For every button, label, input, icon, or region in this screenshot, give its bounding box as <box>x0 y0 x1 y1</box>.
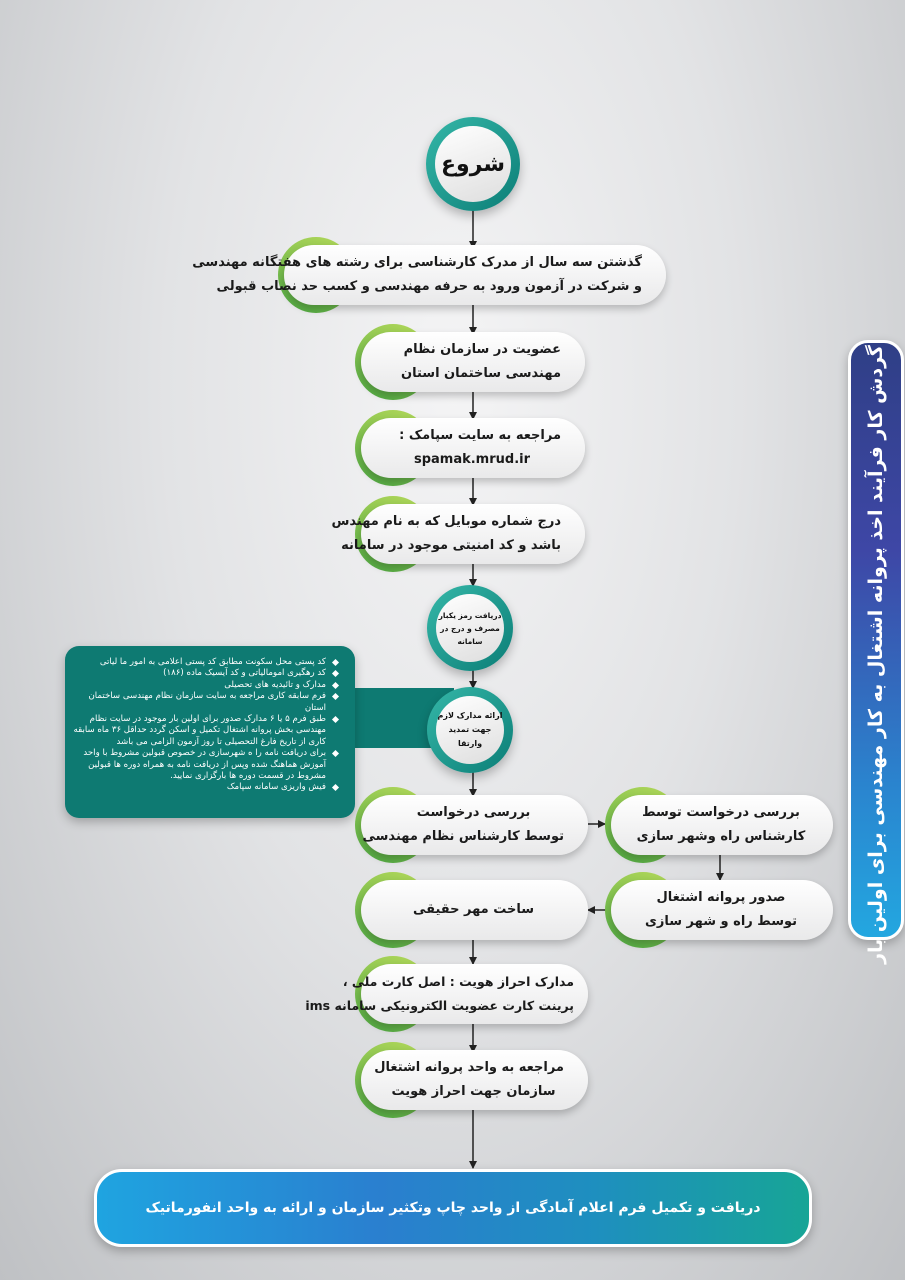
step-identity-documents <box>305 964 588 1024</box>
final-step-text: دریافت و تکمیل فرم اعلام آمادگی از واحد چاپ وتکثیر سازمان و ارائه به واحد انفورماتیک <box>145 1200 761 1216</box>
requirement-item: فرم سابقه کاری مراجعه به سایت سازمان نظام مهندسی ساختمان استان <box>73 691 339 714</box>
side-title-banner <box>848 340 904 964</box>
step-line-1: گذشتن سه سال از مدرک کارشناسی برای رشته های هفتگانه مهندسی <box>192 255 642 270</box>
step-visit-license-unit <box>355 1050 588 1110</box>
step-line-2: توسط راه و شهر سازی <box>644 914 798 929</box>
otp-line-1: دریافت رمز یکبار <box>438 610 502 620</box>
step-line-1: بررسی درخواست توسط <box>642 805 800 820</box>
step-line-2: و شرکت در آزمون ورود به حرفه مهندسی و کسب حد نصاب قبولی <box>216 279 642 294</box>
step-card <box>331 504 585 564</box>
step-enter-mobile <box>331 504 585 564</box>
step-card <box>611 880 833 940</box>
step-review-engineering <box>355 795 588 855</box>
step-card <box>361 1050 588 1110</box>
step-line-2: پرینت کارت عضویت الکترونیکی سامانه ims <box>305 998 574 1013</box>
step-line-1: مراجعه به سایت سپامک : <box>399 428 561 443</box>
requirement-item: کد رهگیری امومالیاتی و کد آیسیک ماده (۱۸۶) <box>73 668 339 679</box>
requirement-item: طبق فرم ۵ یا ۶ مدارک صدور برای اولین بار موجود در سایت نظام مهندسی بخش پروانه اشتغال تکمیل و اسکن گردد حداقل ۳۶ ماه سابقه کاری از تاریخ فارغ التحصیلی تا روز آزمون الزامی می باشد <box>73 714 339 748</box>
step-visit-sepamak <box>355 418 585 478</box>
step-line-1: بررسی درخواست <box>416 805 531 820</box>
step-issue-license <box>605 880 833 940</box>
step-line-2: باشد و کد امنیتی موجود در سامانه <box>341 538 561 553</box>
step-line-2: کارشناس راه وشهر سازی <box>636 829 806 844</box>
step-line-1: مراجعه به واحد پروانه اشتغال <box>374 1060 564 1075</box>
step-membership <box>355 332 585 392</box>
step-line-1: صدور پروانه اشتغال <box>656 890 786 905</box>
requirement-item: کد پستی محل سکونت مطابق کد پستی اعلامی به امور ما لیاتی <box>73 657 339 668</box>
documents-node <box>427 687 513 773</box>
step-line-2: سازمان جهت احراز هویت <box>391 1084 556 1099</box>
step-review-roads <box>605 795 833 855</box>
requirement-item: مدارک و تائیدیه های تحصیلی <box>73 680 339 691</box>
step-make-stamp <box>355 880 588 940</box>
requirement-item: فیش واریزی سامانه سپامک <box>73 782 339 793</box>
step-line-1: مدارک احراز هویت : اصل کارت ملی ، <box>342 974 574 989</box>
step-line-1: ساخت مهر حقیقی <box>412 902 535 917</box>
step-card <box>611 795 833 855</box>
step-card <box>361 332 585 392</box>
step-card <box>361 880 588 940</box>
step-card <box>305 964 588 1024</box>
otp-node <box>427 585 513 671</box>
docs-line-2: جهت تمدید وارتقا <box>448 725 492 748</box>
step-line-2: توسط کارشناس نظام مهندسی <box>362 829 564 844</box>
step-three-years-exam <box>192 245 666 305</box>
step-card <box>192 245 666 305</box>
docs-line-1: ارائه مدارک لازم <box>437 711 503 720</box>
page-title: گردش کار فرآیند اخذ پروانه اشتغال به کار مهندسی برای اولین بار <box>865 345 887 964</box>
start-label: شروع <box>440 151 506 177</box>
step-line-1: درج شماره موبایل که به نام مهندس <box>331 514 561 529</box>
sepamak-url[interactable]: spamak.mrud.ir <box>413 452 531 467</box>
step-line-2: مهندسی ساختمان استان <box>401 366 561 381</box>
step-card <box>361 418 585 478</box>
otp-line-2: مصرف و درج در سامانه <box>440 623 500 646</box>
step-line-1: عضویت در سازمان نظام <box>403 342 561 357</box>
requirements-panel <box>65 646 355 818</box>
final-step-banner <box>94 1169 812 1247</box>
start-node <box>426 117 520 211</box>
step-card <box>361 795 588 855</box>
requirement-item: برای دریافت نامه را ه شهرسازی در خصوص قبولین مشروط با واحد آموزش هماهنگ شده وپس از دریافت نامه به همراه دوره ها قبولین مشروط در قسمت دوره ها بارگزاری نمایید. <box>73 748 339 782</box>
